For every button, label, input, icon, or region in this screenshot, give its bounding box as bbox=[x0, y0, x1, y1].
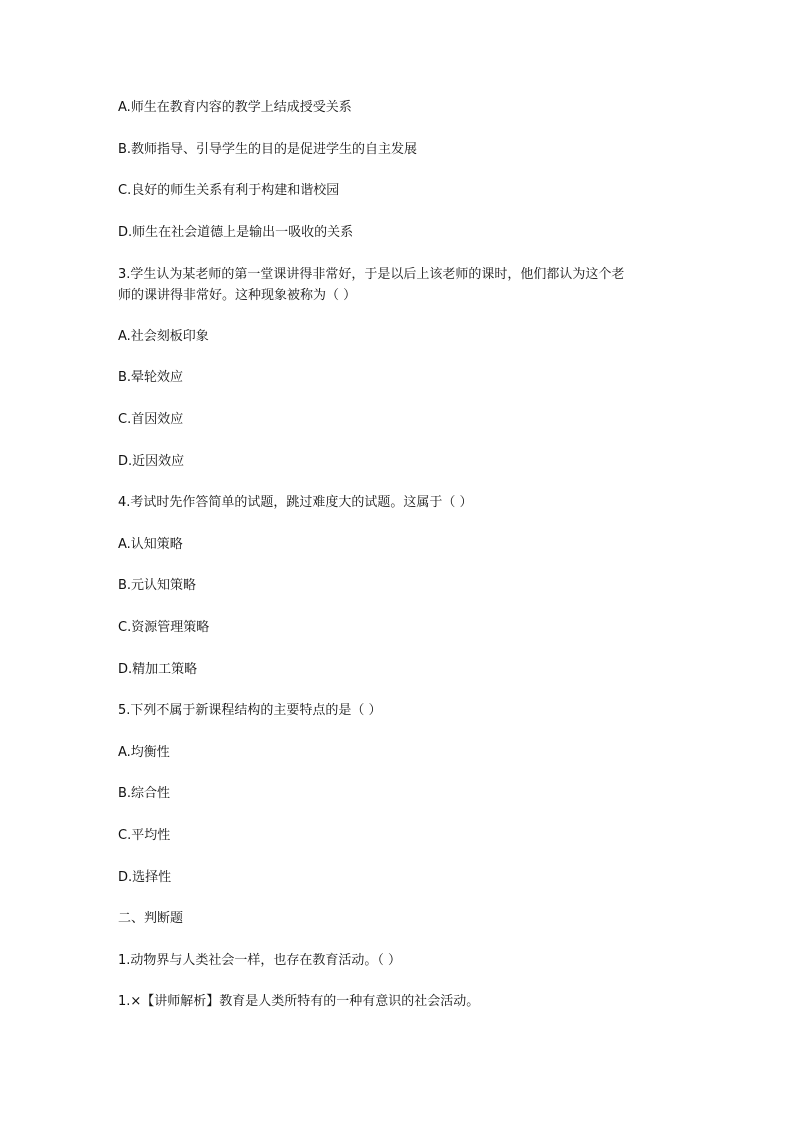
q3-option-b: B.晕轮效应 bbox=[118, 370, 184, 385]
q3-option-c: C.首因效应 bbox=[118, 412, 184, 427]
q5-option-d: D.选择性 bbox=[118, 870, 172, 885]
q5-option-a: A.均衡性 bbox=[118, 745, 170, 760]
q3-option-a: A.社会刻板印象 bbox=[118, 329, 209, 344]
q2-option-d: D.师生在社会道德上是输出一吸收的关系 bbox=[118, 225, 354, 240]
q5-option-c: C.平均性 bbox=[118, 828, 171, 843]
q4-option-c: C.资源管理策略 bbox=[118, 620, 210, 635]
tf-q1-answer: 1.×【讲师解析】教育是人类所特有的一种有意识的社会活动。 bbox=[118, 994, 480, 1009]
q4-option-b: B.元认知策略 bbox=[118, 578, 197, 593]
q4-option-d: D.精加工策略 bbox=[118, 662, 198, 677]
section-heading: 二、判断题 bbox=[118, 911, 184, 926]
q3-stem-line1: 3.学生认为某老师的第一堂课讲得非常好，于是以后上该老师的课时，他们都认为这个老 bbox=[118, 267, 625, 282]
q4-option-a: A.认知策略 bbox=[118, 537, 183, 552]
q3-option-d: D.近因效应 bbox=[118, 454, 185, 469]
q2-option-c: C.良好的师生关系有利于构建和谐校园 bbox=[118, 183, 340, 198]
q3-stem-line2: 师的课讲得非常好。这种现象被称为（ ） bbox=[118, 288, 357, 303]
q4-stem: 4.考试时先作答简单的试题，跳过难度大的试题。这属于（ ） bbox=[118, 495, 473, 510]
q2-option-a: A.师生在教育内容的教学上结成授受关系 bbox=[118, 100, 352, 115]
tf-q1-stem: 1.动物界与人类社会一样，也存在教育活动。（ ） bbox=[118, 953, 402, 968]
q5-option-b: B.综合性 bbox=[118, 786, 171, 801]
q5-stem: 5.下列不属于新课程结构的主要特点的是（ ） bbox=[118, 703, 382, 718]
q2-option-b: B.教师指导、引导学生的目的是促进学生的自主发展 bbox=[118, 142, 418, 157]
